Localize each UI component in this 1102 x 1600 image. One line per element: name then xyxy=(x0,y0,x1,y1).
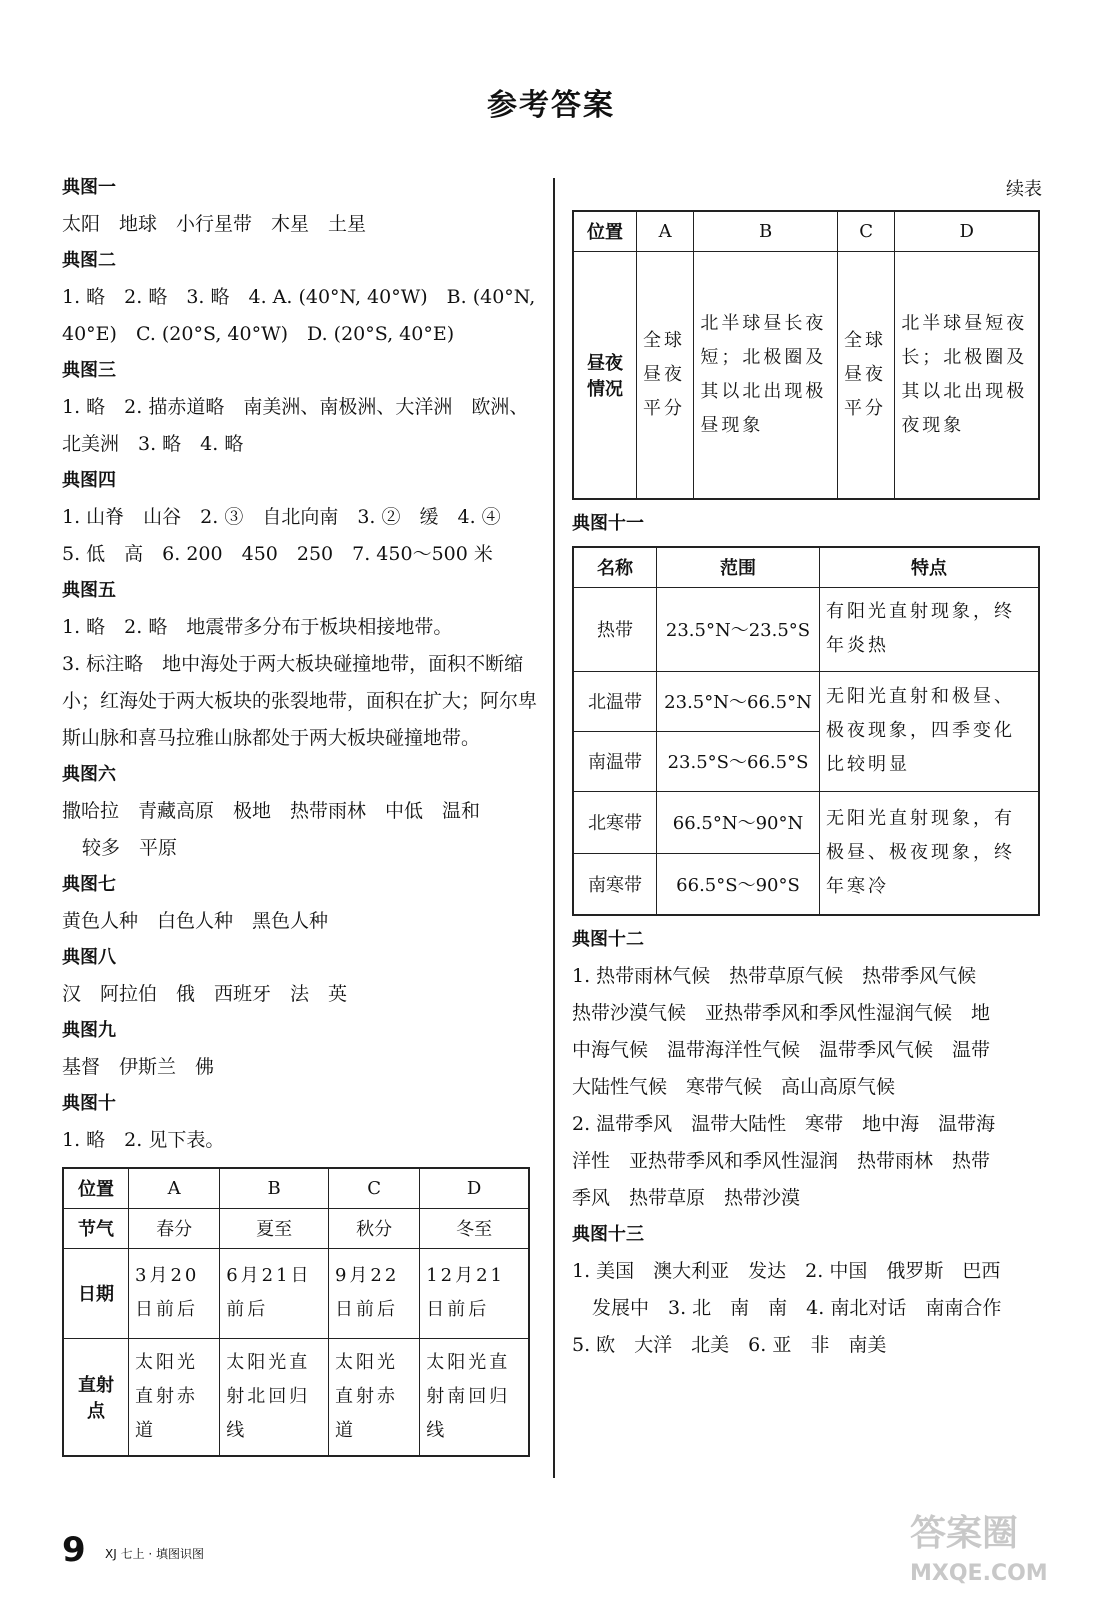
answer-line: 小；红海处于两大板块的张裂地带，面积在扩大；阿尔卑 xyxy=(62,690,538,712)
watermark-logo xyxy=(900,1500,1080,1590)
climate-zones-table xyxy=(572,546,1040,916)
table-cell: 无阳光直射和极昼、极夜现象，四季变化比较明显 xyxy=(820,671,1040,791)
answer-line: 2. 温带季风 温带大陆性 寒带 地中海 温带海 xyxy=(572,1113,996,1135)
table-row-label: 节气 xyxy=(63,1208,129,1248)
table-cell: 太阳光直射赤道 xyxy=(328,1338,419,1456)
svg-text:MXQE.COM: MXQE.COM xyxy=(910,1561,1048,1586)
table-header-cell: 位置 xyxy=(573,211,637,251)
table-header-cell: 特点 xyxy=(820,547,1040,587)
table-row-label: 北寒带 xyxy=(573,791,657,853)
answer-line: 发展中 3. 北 南 南 4. 南北对话 南南合作 xyxy=(592,1297,1002,1319)
answer-line: 太阳 地球 小行星带 木星 土星 xyxy=(62,213,367,235)
answer-line: 1. 略 2. 见下表。 xyxy=(62,1129,225,1151)
column-divider xyxy=(553,178,555,1478)
table-cell: 66.5°S～90°S xyxy=(657,853,820,915)
table-header-cell: D xyxy=(420,1168,529,1208)
table-cell: 无阳光直射现象，有极昼、极夜现象，终年寒冷 xyxy=(820,791,1040,915)
table-row-label: 日期 xyxy=(63,1248,129,1338)
answer-line: 1. 美国 澳大利亚 发达 2. 中国 俄罗斯 巴西 xyxy=(572,1260,1001,1282)
section-heading: 典图五 xyxy=(62,580,116,601)
table-header-cell: 名称 xyxy=(573,547,657,587)
answer-line: 1. 略 2. 描赤道略 南美洲、南极洲、大洋洲 欧洲、 xyxy=(62,396,529,418)
table-cell: 66.5°N～90°N xyxy=(657,791,820,853)
table-cell: 太阳光直射北回归线 xyxy=(220,1338,329,1456)
left-column xyxy=(62,170,537,1457)
answer-line: 40°E) C. (20°S, 40°W) D. (20°S, 40°E) xyxy=(62,323,455,345)
table-row-label: 热带 xyxy=(573,587,657,671)
answer-line: 5. 低 高 6. 200 450 250 7. 450～500 米 xyxy=(62,543,493,565)
page-title: 参考答案 xyxy=(487,88,615,123)
section-heading: 典图三 xyxy=(62,360,116,381)
answer-line: 1. 略 2. 略 地震带多分布于板块相接地带。 xyxy=(62,616,453,638)
table-row-label: 昼夜情况 xyxy=(573,251,637,499)
table-row-label: 直射点 xyxy=(63,1338,129,1456)
table-cell: 全球昼夜平分 xyxy=(637,251,694,499)
section-heading: 典图八 xyxy=(62,947,116,968)
table-cell: 有阳光直射现象，终年炎热 xyxy=(820,587,1040,671)
table-header-cell: A xyxy=(129,1168,220,1208)
answer-line: 3. 标注略 地中海处于两大板块碰撞地带，面积不断缩 xyxy=(62,653,524,675)
table-header-cell: D xyxy=(895,211,1039,251)
section-heading: 典图十 xyxy=(62,1093,116,1114)
table-header-cell: C xyxy=(837,211,894,251)
answer-line: 中海气候 温带海洋性气候 温带季风气候 温带 xyxy=(572,1039,991,1061)
table-header-cell: 范围 xyxy=(657,547,820,587)
table-cell: 夏至 xyxy=(220,1208,329,1248)
table-cell: 23.5°N～66.5°N xyxy=(657,671,820,731)
table-header-cell: B xyxy=(694,211,838,251)
table-cell: 北半球昼长夜短；北极圈及其以北出现极昼现象 xyxy=(694,251,838,499)
table-row-label: 南寒带 xyxy=(573,853,657,915)
table-cell: 3月20日前后 xyxy=(129,1248,220,1338)
table-header-cell: B xyxy=(220,1168,329,1208)
continued-label: 续表 xyxy=(1006,179,1042,200)
section-heading: 典图一 xyxy=(62,177,116,198)
table-cell: 全球昼夜平分 xyxy=(837,251,894,499)
svg-text:答案圈: 答案圈 xyxy=(910,1513,1019,1554)
section-heading: 典图六 xyxy=(62,764,116,785)
table-row-label: 南温带 xyxy=(573,731,657,791)
right-column xyxy=(572,170,1042,1364)
section-heading: 典图四 xyxy=(62,470,116,491)
day-night-table xyxy=(572,210,1040,500)
answer-line: 撒哈拉 青藏高原 极地 热带雨林 中低 温和 xyxy=(62,800,481,822)
answer-line: 汉 阿拉伯 俄 西班牙 法 英 xyxy=(62,983,348,1005)
answer-line: 大陆性气候 寒带气候 高山高原气候 xyxy=(572,1076,896,1098)
section-heading: 典图二 xyxy=(62,250,116,271)
section-heading: 典图十二 xyxy=(572,929,644,950)
answer-line: 黄色人种 白色人种 黑色人种 xyxy=(62,910,329,932)
footer-text: XJ 七上 · 填图识图 xyxy=(105,1547,205,1561)
table-header-cell: 位置 xyxy=(63,1168,129,1208)
answer-line: 洋性 亚热带季风和季风性湿润 热带雨林 热带 xyxy=(572,1150,991,1172)
section-heading: 典图十一 xyxy=(572,513,644,534)
answer-line: 斯山脉和喜马拉雅山脉都处于两大板块碰撞地带。 xyxy=(62,727,481,749)
table-cell: 秋分 xyxy=(328,1208,419,1248)
answer-line: 基督 伊斯兰 佛 xyxy=(62,1056,215,1078)
table-cell: 太阳光直射赤道 xyxy=(129,1338,220,1456)
table-cell: 北半球昼短夜长；北极圈及其以北出现极夜现象 xyxy=(895,251,1039,499)
table-header-cell: A xyxy=(637,211,694,251)
table-cell: 9月22日前后 xyxy=(328,1248,419,1338)
answer-line: 北美洲 3. 略 4. 略 xyxy=(62,433,244,455)
table-cell: 太阳光直射南回归线 xyxy=(420,1338,529,1456)
answer-line: 1. 山脊 山谷 2. ③ 自北向南 3. ② 缓 4. ④ xyxy=(62,506,501,528)
table-cell: 春分 xyxy=(129,1208,220,1248)
table-cell: 冬至 xyxy=(420,1208,529,1248)
answer-line: 5. 欧 大洋 北美 6. 亚 非 南美 xyxy=(572,1334,887,1356)
answer-line: 较多 平原 xyxy=(82,837,178,859)
section-heading: 典图十三 xyxy=(572,1224,644,1245)
table-row-label: 北温带 xyxy=(573,671,657,731)
table-header-cell: C xyxy=(328,1168,419,1208)
table-cell: 6月21日前后 xyxy=(220,1248,329,1338)
answer-line: 季风 热带草原 热带沙漠 xyxy=(572,1187,801,1209)
answer-line: 热带沙漠气候 亚热带季风和季风性湿润气候 地 xyxy=(572,1002,991,1024)
answer-line: 1. 略 2. 略 3. 略 4. A. (40°N, 40°W) B. (40°N, xyxy=(62,286,536,308)
table-cell: 23.5°S～66.5°S xyxy=(657,731,820,791)
section-heading: 典图七 xyxy=(62,874,116,895)
page-number: 9 xyxy=(62,1530,86,1570)
table-cell: 23.5°N～23.5°S xyxy=(657,587,820,671)
section-heading: 典图九 xyxy=(62,1020,116,1041)
table-cell: 12月21日前后 xyxy=(420,1248,529,1338)
answer-line: 1. 热带雨林气候 热带草原气候 热带季风气候 xyxy=(572,965,977,987)
solar-terms-table xyxy=(62,1167,530,1457)
